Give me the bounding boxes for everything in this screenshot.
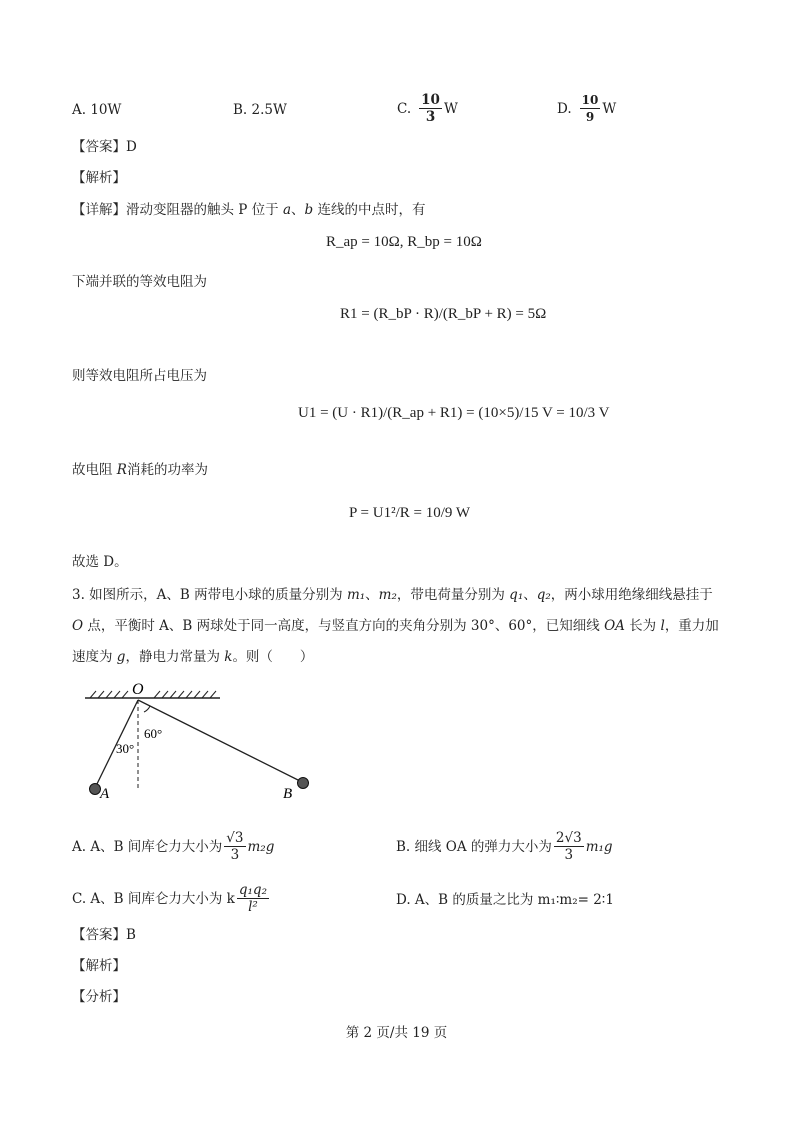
q3-answer-value: B (126, 927, 136, 943)
q3-opt-c-num: q₁q₂ (238, 882, 267, 898)
detail-var-b: b (304, 202, 314, 218)
q3-line1-b: ，带电荷量分别为 (396, 587, 510, 603)
q3-line3-b: g (116, 649, 126, 665)
equation-1: R_ap = 10Ω, R_bp = 10Ω (326, 234, 482, 250)
q3-analysis-tag: 【解析】 (72, 958, 126, 974)
q3-line2-b: 点，平衡时 A、B 两球处于同一高度，与竖直方向的夹角分别为 30°、60°，已知细线 (83, 618, 605, 634)
q3-line-2 (72, 617, 719, 635)
q3-option-b (396, 830, 613, 863)
option-d-num: 10 (581, 93, 599, 107)
detail-line (72, 201, 425, 219)
ball-a (90, 784, 101, 795)
q3-opt-c-den: l² (248, 899, 258, 915)
q3-option-c (72, 882, 271, 915)
angle-arc-b (144, 706, 150, 712)
q3-answer-tag: 【答案】 (72, 927, 126, 943)
detail-text1: 滑动变阻器的触头 P 位于 (126, 202, 283, 218)
q3-line1-c: ，两小球用绝缘细线悬挂于 (550, 587, 713, 603)
answer-tag: 【答案】 (72, 139, 126, 155)
q3-line3-e: 。则（ ） (232, 649, 314, 665)
label-b: B (283, 786, 293, 802)
q3-opt-b-num: 2√3 (555, 830, 582, 846)
physics-figure (80, 678, 325, 808)
option-c-num: 10 (421, 92, 440, 108)
q3-m1: m₁ (346, 587, 366, 603)
q3-opt-a-num: √3 (226, 830, 244, 846)
thread-ob (138, 700, 302, 782)
option-d (557, 92, 616, 125)
option-b: B. 2.5W (233, 102, 287, 118)
q3-opt-b-post: m₁g (585, 838, 613, 855)
q3-option-a (72, 830, 274, 863)
option-d-den: 9 (585, 110, 595, 124)
text-line-2: 下端并联的等效电阻为 (72, 274, 207, 290)
q3-line2-d: 长为 (624, 618, 661, 634)
q3-line1-a: 3. 如图所示，A、B 两带电小球的质量分别为 (72, 587, 347, 603)
q3-q1: q₁ (509, 587, 524, 603)
angle-a-label: 30° (116, 741, 135, 756)
q3-analyze-tag: 【分析】 (72, 989, 126, 1005)
q3-q2: q₂ (536, 587, 551, 603)
angle-b-label: 60° (144, 726, 163, 741)
answer-value: D (126, 139, 137, 155)
q3-opt-a-post: m₂g (247, 838, 275, 855)
q3-opt-b-pre: B. 细线 OA 的弹力大小为 (396, 838, 552, 855)
q3-m2: m₂ (378, 587, 397, 603)
option-d-unit: W (602, 100, 617, 117)
q3-option-d: D. A、B 的质量之比为 m₁∶m₂= 2∶1 (396, 892, 614, 908)
q3-line2-c: OA (604, 618, 625, 634)
text-line-4-var: R (116, 462, 127, 478)
q3-line-1: 3. 如图所示，A、B 两带电小球的质量分别为 m₁、m₂，带电荷量分别为 q₁、q₂，两小球用绝缘细线悬挂于 (72, 587, 713, 603)
q3-line3-a: 速度为 (72, 649, 117, 665)
option-c-den: 3 (425, 109, 436, 125)
conclusion: 故选 D。 (72, 554, 128, 570)
detail-sep: 、 (291, 202, 305, 218)
answer-line (72, 138, 137, 156)
label-a: A (100, 786, 110, 802)
equation-3: U1 = (U · R1)/(R_ap + R1) = (10×5)/15 V = 10/3 V (298, 405, 610, 421)
detail-tag: 【详解】 (72, 202, 126, 218)
option-c (397, 92, 458, 125)
option-d-prefix: D. (557, 100, 572, 117)
q3-opt-a-pre: A. A、B 间库仑力大小为 (72, 838, 223, 855)
equation-4: P = U1²/R = 10/9 W (349, 505, 471, 521)
q3-answer-line (72, 926, 136, 944)
text-line-4-post: 消耗的功率为 (126, 462, 208, 478)
q3-line3-d: k (224, 649, 233, 665)
q3-line-3 (72, 648, 313, 666)
option-c-unit: W (443, 100, 458, 117)
text-line-4 (72, 461, 208, 479)
label-o: O (132, 681, 144, 698)
q3-opt-c-pre: C. A、B 间库仑力大小为 k (72, 890, 235, 907)
equation-2: R1 = (R_bP · R)/(R_bP + R) = 5Ω (340, 306, 547, 322)
q3-line3-c: ，静电力常量为 (125, 649, 225, 665)
q3-line2-e: l (660, 618, 665, 634)
q3-opt-b-den: 3 (564, 847, 574, 863)
ceiling (85, 691, 220, 698)
analysis-tag: 【解析】 (72, 170, 126, 186)
option-a: A. 10W (72, 102, 122, 118)
q3-line2-a: O (72, 618, 84, 634)
option-c-prefix: C. (397, 100, 412, 117)
detail-var-a: a (282, 202, 292, 218)
q3-line2-f: ，重力加 (664, 618, 719, 634)
detail-text2: 连线的中点时，有 (313, 202, 426, 218)
ball-b (298, 778, 309, 789)
text-line-4-pre: 故电阻 (72, 462, 117, 478)
text-line-3: 则等效电阻所占电压为 (72, 368, 207, 384)
q3-opt-a-den: 3 (230, 847, 240, 863)
page-footer: 第 2 页/共 19 页 (345, 1025, 448, 1041)
